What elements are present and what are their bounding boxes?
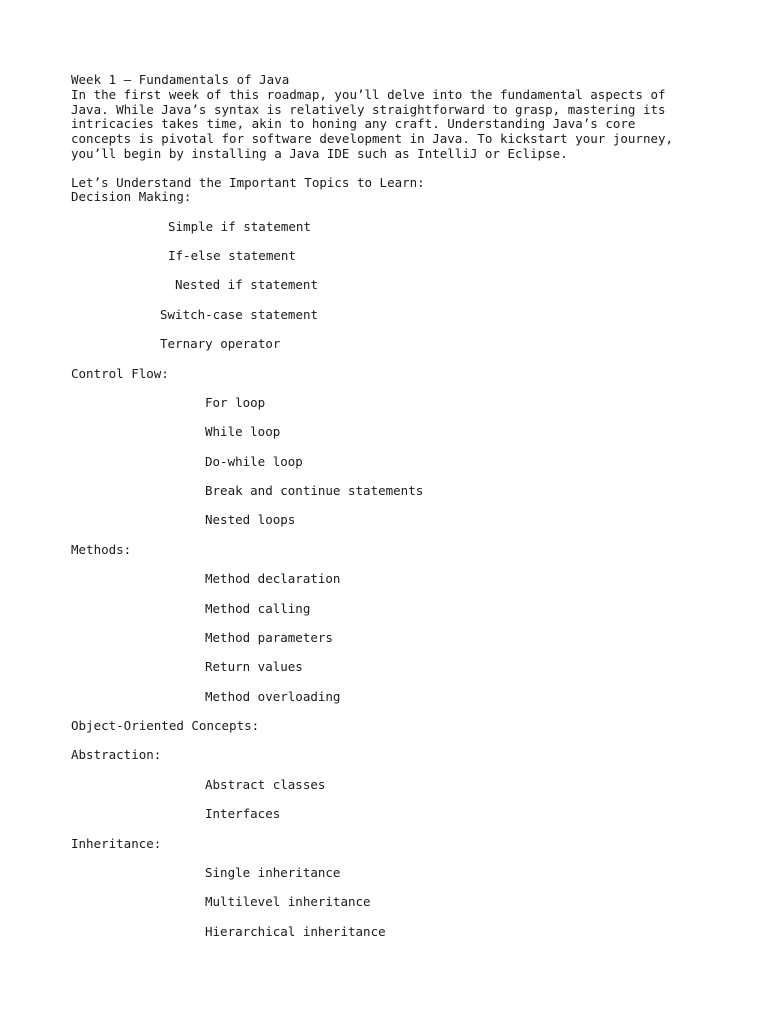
section-heading-abstraction: Abstraction:	[71, 747, 162, 762]
topics-intro: Let’s Understand the Important Topics to Learn:	[71, 175, 425, 190]
list-item: Break and continue statements	[205, 483, 424, 498]
section-heading-decision-making: Decision Making:	[71, 189, 192, 204]
list-item: Nested loops	[205, 512, 296, 527]
list-item: Abstract classes	[205, 777, 326, 792]
list-item: Return values	[205, 659, 303, 674]
intro-line-5: you’ll begin by installing a Java IDE such as IntelliJ or Eclipse.	[71, 146, 568, 161]
list-item: Do-while loop	[205, 454, 303, 469]
section-heading-oop: Object-Oriented Concepts:	[71, 718, 260, 733]
list-item: Multilevel inheritance	[205, 894, 371, 909]
section-heading-control-flow: Control Flow:	[71, 366, 169, 381]
document-title: Week 1 – Fundamentals of Java	[71, 72, 290, 87]
intro-line-3: intricacies takes time, akin to honing any craft. Understanding Java’s core	[71, 116, 636, 131]
list-item: Interfaces	[205, 806, 281, 821]
list-item: Nested if statement	[175, 277, 318, 292]
list-item: For loop	[205, 395, 266, 410]
list-item: Hierarchical inheritance	[205, 924, 386, 939]
list-item: Method overloading	[205, 689, 341, 704]
section-heading-methods: Methods:	[71, 542, 132, 557]
list-item: Method calling	[205, 601, 311, 616]
list-item: Switch-case statement	[160, 307, 319, 322]
list-item: Method parameters	[205, 630, 333, 645]
list-item: Ternary operator	[160, 336, 281, 351]
list-item: Method declaration	[205, 571, 341, 586]
section-heading-inheritance: Inheritance:	[71, 836, 162, 851]
intro-line-2: Java. While Java’s syntax is relatively straightforward to grasp, mastering its	[71, 102, 666, 117]
list-item: While loop	[205, 424, 281, 439]
intro-line-4: concepts is pivotal for software development in Java. To kickstart your journey,	[71, 131, 674, 146]
list-item: Single inheritance	[205, 865, 341, 880]
intro-line-1: In the first week of this roadmap, you’ll delve into the fundamental aspects of	[71, 87, 666, 102]
list-item: Simple if statement	[168, 219, 311, 234]
list-item: If-else statement	[168, 248, 296, 263]
